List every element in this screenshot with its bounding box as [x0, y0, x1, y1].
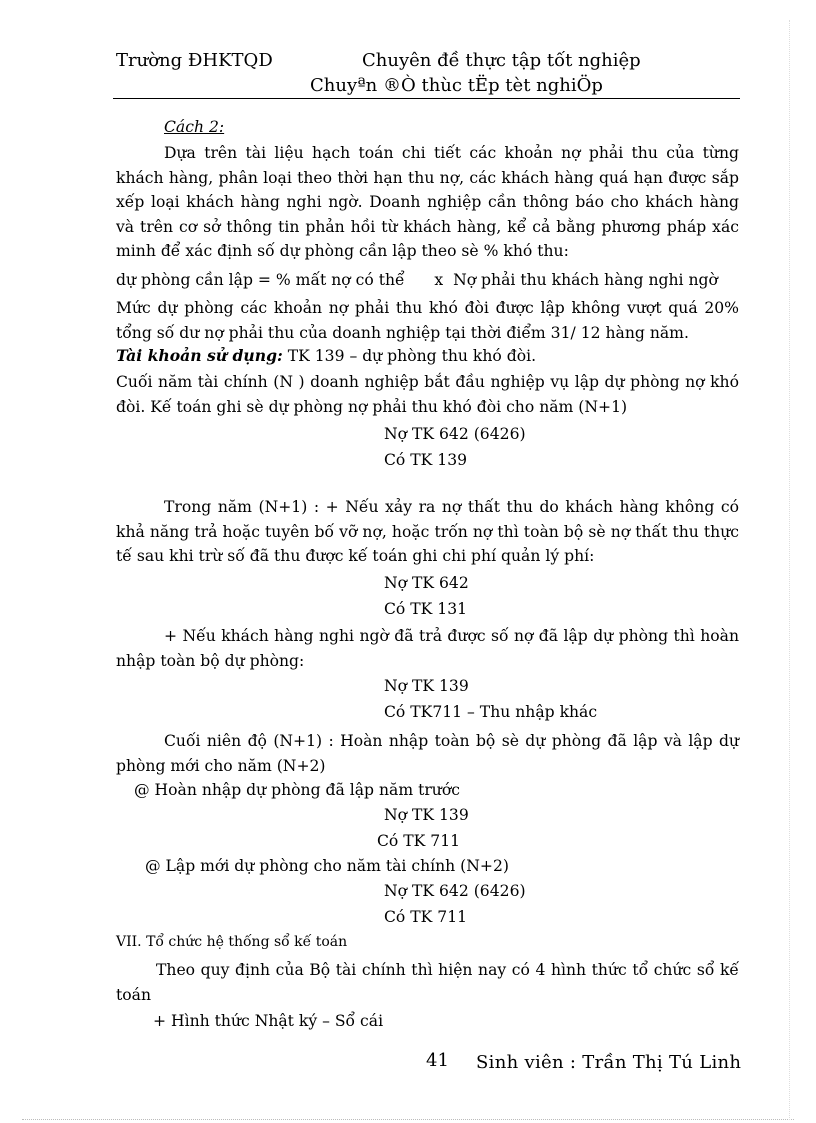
paragraph-6: [116, 729, 739, 778]
entry-4-credit: Có TK 711: [377, 832, 461, 850]
paragraph-2-text: Mức dự phòng các khoản nợ phải thu khó đòi được lập không vượt quá 20% tổng số dư nợ phải thu của doanh nghiệp tại thời điểm 31/ 12 hàng năm.: [116, 299, 739, 342]
page-number: 41: [426, 1050, 449, 1071]
page-right-edge: [789, 20, 790, 1120]
entry-3-debit: Nợ TK 139: [384, 677, 469, 695]
paragraph-5: [116, 624, 739, 673]
formula-line: [116, 271, 718, 289]
form-item-1: + Hình thức Nhật ký – Sổ cái: [153, 1012, 384, 1030]
paragraph-7-text: Theo quy định của Bộ tài chính thì hiện nay có 4 hình thức tổ chức sổ kế toán: [116, 961, 739, 1004]
paragraph-4: [116, 495, 739, 569]
header-title-garbled: Chuyªn ®Ò thùc tËp tèt nghiÖp: [310, 75, 603, 96]
method-heading: Cách 2:: [164, 118, 225, 136]
header-rule: [113, 98, 740, 99]
header-school: Trường ĐHKTQD: [116, 50, 273, 71]
formula-text: dự phòng cần lập = % mất nợ có thể x Nợ phải thu khách hàng nghi ngờ: [116, 271, 718, 289]
paragraph-6-text: Cuối niên độ (N+1) : Hoàn nhập toàn bộ sè dự phòng đã lập và lập dự phòng mới cho năm (N+2): [116, 732, 739, 775]
bullet-new-provision: @ Lập mới dự phòng cho năm tài chính (N+2): [145, 857, 509, 875]
paragraph-4-text: Trong năm (N+1) : + Nếu xảy ra nợ thất thu do khách hàng không có khả năng trả hoặc tuyên bố vỡ nợ, hoặc trốn nợ thì toàn bộ sè nợ thất thu thực tế sau khi trừ số đã thu được kế toán ghi chi phí quản lý phí:: [116, 498, 739, 565]
paragraph-1: [116, 141, 739, 264]
bullet-reverse-provision: @ Hoàn nhập dự phòng đã lập năm trước: [134, 781, 460, 799]
account-line: [116, 346, 536, 365]
page-bottom-edge: [22, 1119, 794, 1120]
section-heading-7: VII. Tổ chức hệ thống sổ kế toán: [116, 934, 348, 950]
entry-5-credit: Có TK 711: [384, 908, 468, 926]
entry-2-debit: Nợ TK 642: [384, 574, 469, 592]
header-title: Chuyên đề thực tập tốt nghiệp: [362, 50, 641, 71]
paragraph-3: [116, 370, 739, 419]
account-label: Tài khoản sử dụng:: [116, 346, 283, 365]
paragraph-2: [116, 296, 739, 345]
paragraph-1-text: Dựa trên tài liệu hạch toán chi tiết các khoản nợ phải thu của từng khách hàng, phân loại theo thời hạn thu nợ, các khách hàng quá hạn được sắp xếp loại khách hàng nghi ngờ. Doanh nghiệp cần thông báo cho khách hàng và trên cơ sở thông tin phản hồi từ khách hàng, kể cả bằng phương pháp xác minh để xác định số dự phòng cần lập theo sè % khó thu:: [116, 144, 739, 260]
paragraph-3-text: Cuối năm tài chính (N ) doanh nghiệp bắt đầu nghiệp vụ lập dự phòng nợ khó đòi. Kế toán ghi sè dự phòng nợ phải thu khó đòi cho năm (N+1): [116, 373, 739, 416]
entry-5-debit: Nợ TK 642 (6426): [384, 882, 526, 900]
footer-student: Sinh viên : Trần Thị Tú Linh: [476, 1052, 742, 1073]
entry-1-debit: Nợ TK 642 (6426): [384, 425, 526, 443]
entry-4-debit: Nợ TK 139: [384, 806, 469, 824]
account-text: TK 139 – dự phòng thu khó đòi.: [282, 347, 537, 365]
entry-3-credit: Có TK711 – Thu nhập khác: [384, 703, 598, 721]
paragraph-5-text: + Nếu khách hàng nghi ngờ đã trả được số nợ đã lập dự phòng thì hoàn nhập toàn bộ dự phòng:: [116, 627, 739, 670]
paragraph-7: [116, 958, 739, 1007]
entry-1-credit: Có TK 139: [384, 451, 468, 469]
entry-2-credit: Có TK 131: [384, 600, 468, 618]
